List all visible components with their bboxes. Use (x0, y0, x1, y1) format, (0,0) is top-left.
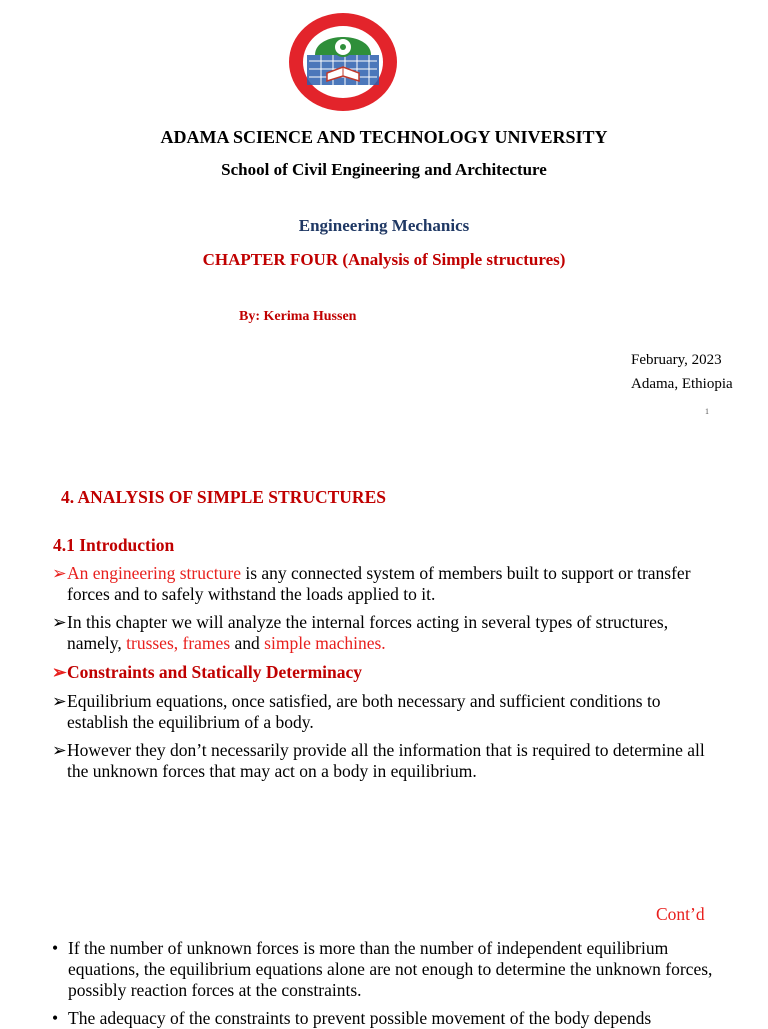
author: By: Kerima Hussen (239, 309, 357, 324)
chapter-title: CHAPTER FOUR (Analysis of Simple structures) (202, 250, 566, 269)
paragraph-text: is any connected system of members built to support or transfer forces and to safely withstand the loads applied to it. (67, 563, 691, 604)
bullet-constraints-adequacy (52, 1008, 722, 1029)
arrow-bullet-icon: ➢ (52, 612, 67, 632)
place: Adama, Ethiopia (631, 376, 733, 392)
paragraph-engineering-structure (52, 563, 722, 605)
term-engineering-structure: An engineering structure (67, 563, 241, 583)
paragraph-text: Equilibrium equations, once satisfied, are both necessary and sufficient conditions to establish the equilibrium of a body. (67, 691, 661, 732)
paragraph-text: In this chapter we will analyze the internal forces acting in several types of structures, namely, (67, 612, 669, 653)
date: February, 2023 (631, 352, 722, 368)
arrow-bullet-icon: ➢ (52, 740, 67, 760)
bullet-text: The adequacy of the constraints to prevent possible movement of the body depends (68, 1008, 652, 1028)
subsection-heading: 4.1 Introduction (53, 535, 175, 555)
paragraph-equilibrium (52, 691, 722, 733)
bullet-icon: • (52, 938, 59, 958)
section-heading: 4. ANALYSIS OF SIMPLE STRUCTURES (61, 487, 386, 507)
arrow-bullet-icon: ➢ (52, 662, 67, 682)
paragraph-text: and (230, 633, 265, 653)
school-name: School of Civil Engineering and Architecture (221, 160, 547, 179)
paragraph-text: However they don’t necessarily provide all the information that is required to determine all the unknown forces that may act on a body in equilibrium. (67, 740, 705, 781)
page-number: 1 (705, 407, 709, 416)
constraints-heading (52, 662, 722, 683)
contd-label: Cont’d (656, 904, 705, 924)
constraints-heading-text: Constraints and Statically Determinacy (67, 662, 363, 682)
paragraph-unknown-forces (52, 740, 722, 782)
term-simple-machines: simple machines. (264, 633, 386, 653)
bullet-icon: • (52, 1008, 59, 1028)
university-logo (287, 11, 399, 113)
bullet-unknown-forces (52, 938, 722, 1001)
arrow-bullet-icon: ➢ (52, 691, 67, 711)
university-name: ADAMA SCIENCE AND TECHNOLOGY UNIVERSITY (160, 127, 608, 147)
arrow-bullet-icon: ➢ (52, 563, 67, 583)
bullet-text: If the number of unknown forces is more than the number of independent equilibrium equations, the equilibrium equations alone are not enough to determine the unknown forces, possibly reaction forces at the constraints. (68, 938, 713, 1000)
course-title: Engineering Mechanics (298, 216, 470, 235)
paragraph-chapter-scope (52, 612, 722, 654)
term-trusses-frames: trusses, frames (126, 633, 231, 653)
